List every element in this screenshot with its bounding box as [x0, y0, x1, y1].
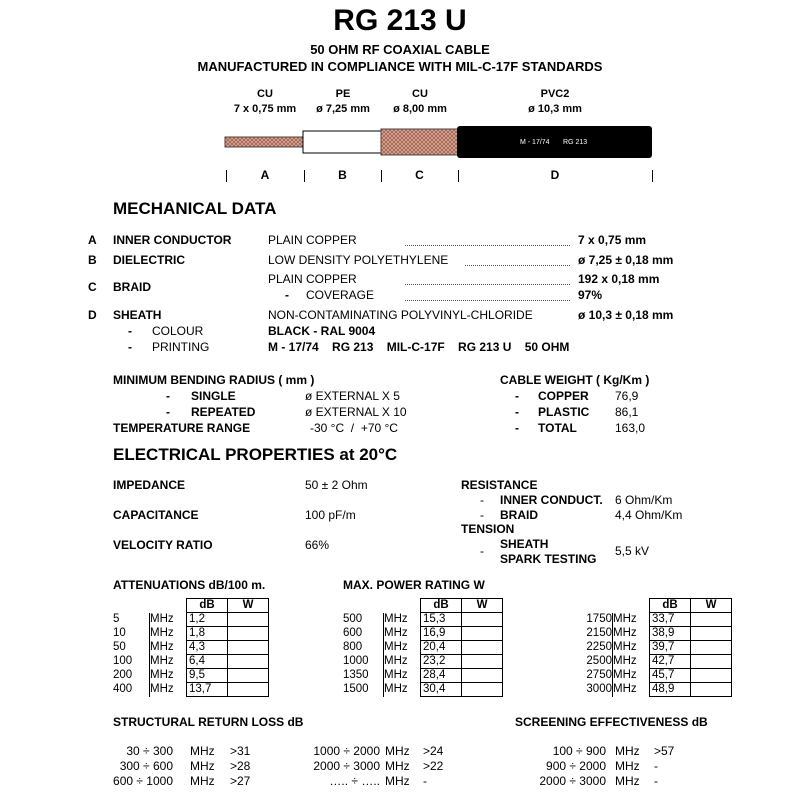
table-row [113, 613, 269, 627]
return-loss-value: >28 [230, 759, 251, 773]
return-loss-value: >27 [230, 774, 251, 788]
attenuation-table-2 [343, 598, 503, 697]
frequency-value: 800 [343, 641, 384, 655]
tension-heading: TENSION [461, 522, 515, 536]
page-title: RG 213 U [333, 4, 467, 37]
weight-total-value: 163,0 [615, 421, 646, 435]
weight-copper-label: COPPER [538, 389, 589, 403]
frequency-value: 200 [113, 669, 150, 683]
component-b-material: PE [335, 88, 351, 100]
printing-dash: - [128, 340, 132, 354]
return-loss-unit: MHz [385, 744, 410, 758]
tension-dash: - [480, 544, 484, 558]
dotted-leader [405, 245, 570, 246]
frequency-unit: MHz [150, 627, 187, 641]
screening-value: - [654, 774, 658, 788]
attenuation-heading: ATTENUATIONS dB/100 m. [113, 578, 266, 592]
frequency-unit: MHz [613, 613, 650, 627]
frequency-value: 10 [113, 627, 150, 641]
db-value: 13,7 [187, 683, 228, 697]
colour-value: BLACK - RAL 9004 [268, 324, 376, 338]
return-loss-value: >22 [423, 759, 444, 773]
screening-range: 900 ÷ 2000 [546, 759, 606, 773]
db-value: 16,9 [421, 627, 462, 641]
bending-single-label: SINGLE [191, 389, 236, 403]
row-d-value: ø 10,3 ± 0,18 mm [578, 308, 674, 322]
return-loss-unit: MHz [190, 744, 215, 758]
row-b-name: DIELECTRIC [113, 253, 185, 267]
dielectric-shape [303, 131, 381, 153]
frequency-unit: MHz [150, 683, 187, 697]
frequency-unit: MHz [613, 669, 650, 683]
weight-copper-dash: - [515, 389, 519, 403]
row-c-sub-desc: COVERAGE [306, 288, 375, 302]
frequency-value: 400 [113, 683, 150, 697]
velocity-ratio-label: VELOCITY RATIO [113, 538, 213, 552]
frequency-value: 1000 [343, 655, 384, 669]
row-d-desc: NON-CONTAMINATING POLYVINYL-CHLORIDE [268, 308, 533, 322]
w-value [691, 683, 732, 697]
frequency-unit: MHz [384, 627, 421, 641]
db-column-header: dB [187, 599, 228, 613]
w-value [462, 641, 503, 655]
row-a-value: 7 x 0,75 mm [578, 233, 647, 247]
component-a-material: CU [257, 88, 273, 100]
db-value: 4,3 [187, 641, 228, 655]
weight-plastic-label: PLASTIC [538, 405, 590, 419]
w-value [228, 641, 269, 655]
table-row [560, 655, 732, 669]
attenuation-table-3 [560, 598, 732, 697]
w-value [462, 669, 503, 683]
table-row [113, 641, 269, 655]
w-value [228, 627, 269, 641]
dotted-leader [465, 265, 570, 266]
segment-tick [652, 170, 653, 182]
frequency-unit: MHz [384, 683, 421, 697]
frequency-value: 3000 [560, 683, 613, 697]
component-c-size: ø 8,00 mm [393, 103, 447, 115]
db-value: 39,7 [650, 641, 691, 655]
header-blank [560, 599, 650, 613]
table-header-row [113, 599, 269, 613]
frequency-unit: MHz [384, 613, 421, 627]
frequency-value: 5 [113, 613, 150, 627]
header-blank [343, 599, 421, 613]
frequency-value: 2500 [560, 655, 613, 669]
return-loss-range: 30 ÷ 300 [126, 744, 173, 758]
frequency-unit: MHz [150, 669, 187, 683]
return-loss-range: 300 ÷ 600 [119, 759, 173, 773]
db-value: 42,7 [650, 655, 691, 669]
row-a-letter: A [88, 233, 97, 247]
w-value [462, 683, 503, 697]
table-row [343, 613, 503, 627]
temperature-range-label: TEMPERATURE RANGE [113, 421, 251, 435]
resistance-braid-value: 4,4 Ohm/Km [615, 508, 683, 522]
w-value [228, 669, 269, 683]
row-c-name: BRAID [113, 280, 151, 294]
segment-letter-a: A [260, 168, 270, 182]
w-value [691, 669, 732, 683]
return-loss-value: >24 [423, 744, 444, 758]
w-value [228, 683, 269, 697]
component-c-material: CU [412, 88, 428, 100]
screening-heading: SCREENING EFFECTIVENESS dB [515, 715, 708, 729]
row-a-name: INNER CONDUCTOR [113, 233, 232, 247]
frequency-value: 600 [343, 627, 384, 641]
row-c-sub-dash: - [285, 288, 289, 302]
bending-single-value: ø EXTERNAL X 5 [305, 389, 400, 403]
electrical-properties-heading: ELECTRICAL PROPERTIES at 20°C [113, 445, 398, 464]
return-loss-unit: MHz [190, 759, 215, 773]
table-header-row [560, 599, 732, 613]
table-row [560, 627, 732, 641]
row-b-desc: LOW DENSITY POLYETHYLENE [268, 253, 449, 267]
component-d-material: PVC2 [540, 88, 570, 100]
bending-repeated-dash: - [166, 405, 170, 419]
resistance-inner-label: INNER CONDUCT. [500, 493, 603, 507]
row-c-letter: C [88, 280, 97, 294]
w-value [228, 613, 269, 627]
db-value: 38,9 [650, 627, 691, 641]
resistance-braid-label: BRAID [500, 508, 538, 522]
db-value: 20,4 [421, 641, 462, 655]
table-row [560, 641, 732, 655]
frequency-value: 2750 [560, 669, 613, 683]
return-loss-unit: MHz [385, 774, 410, 788]
screening-range: 100 ÷ 900 [552, 744, 606, 758]
table-row [560, 669, 732, 683]
db-value: 1,8 [187, 627, 228, 641]
screening-value: - [654, 759, 658, 773]
return-loss-value: >31 [230, 744, 251, 758]
tension-value: 5,5 kV [615, 544, 650, 558]
return-loss-range: ….. ÷ ….. [329, 774, 380, 788]
return-loss-unit: MHz [190, 774, 215, 788]
frequency-value: 50 [113, 641, 150, 655]
tension-spark-label: SPARK TESTING [500, 552, 597, 566]
frequency-value: 2250 [560, 641, 613, 655]
db-value: 15,3 [421, 613, 462, 627]
component-d-size: ø 10,3 mm [528, 103, 582, 115]
resistance-braid-dash: - [480, 508, 484, 522]
cable-weight-heading: CABLE WEIGHT ( Kg/Km ) [500, 373, 650, 387]
table-row [113, 627, 269, 641]
weight-total-dash: - [515, 421, 519, 435]
sheath-printing-1: M - 17/74 [520, 139, 550, 146]
db-column-header: dB [650, 599, 691, 613]
w-value [462, 627, 503, 641]
component-b-size: ø 7,25 mm [316, 103, 370, 115]
dotted-leader [405, 300, 570, 301]
table-header-row [343, 599, 503, 613]
frequency-unit: MHz [384, 641, 421, 655]
temperature-range-value: -30 °C / +70 °C [310, 421, 398, 435]
table-row [560, 613, 732, 627]
tension-sheath-label: SHEATH [500, 537, 549, 551]
weight-plastic-dash: - [515, 405, 519, 419]
sheath-shape [457, 126, 652, 158]
w-value [691, 655, 732, 669]
w-column-header: W [462, 599, 503, 613]
row-d-name: SHEATH [113, 308, 162, 322]
screening-range: 2000 ÷ 3000 [539, 774, 606, 788]
w-value [228, 655, 269, 669]
weight-total-label: TOTAL [538, 421, 577, 435]
colour-label: COLOUR [152, 324, 204, 338]
return-loss-range: 1000 ÷ 2000 [313, 744, 380, 758]
screening-value: >57 [654, 744, 675, 758]
mechanical-data-heading: MECHANICAL DATA [113, 199, 277, 218]
table-row [113, 683, 269, 697]
colour-dash: - [128, 324, 132, 338]
db-value: 30,4 [421, 683, 462, 697]
db-value: 1,2 [187, 613, 228, 627]
row-c-sub-value: 97% [578, 288, 603, 302]
frequency-value: 500 [343, 613, 384, 627]
w-value [462, 655, 503, 669]
weight-copper-value: 76,9 [615, 389, 639, 403]
attenuation-table-1 [113, 598, 269, 697]
capacitance-label: CAPACITANCE [113, 508, 199, 522]
w-value [691, 627, 732, 641]
segment-letter-b: B [338, 168, 347, 182]
bending-single-dash: - [166, 389, 170, 403]
segment-letter-d: D [550, 168, 560, 182]
resistance-inner-dash: - [480, 493, 484, 507]
braid-shape [381, 129, 459, 155]
resistance-heading: RESISTANCE [461, 478, 538, 492]
db-value: 6,4 [187, 655, 228, 669]
db-value: 33,7 [650, 613, 691, 627]
frequency-unit: MHz [384, 655, 421, 669]
subtitle-line-1: 50 OHM RF COAXIAL CABLE [310, 42, 490, 57]
row-b-letter: B [88, 253, 97, 267]
printing-value: M - 17/74 RG 213 MIL-C-17F RG 213 U 50 OHM [268, 340, 570, 354]
return-loss-range: 600 ÷ 1000 [113, 774, 173, 788]
sheath-printing-2: RG 213 [563, 139, 588, 146]
frequency-value: 1350 [343, 669, 384, 683]
table-row [113, 655, 269, 669]
cable-cross-section-diagram [0, 120, 800, 165]
table-row [343, 641, 503, 655]
frequency-unit: MHz [613, 641, 650, 655]
row-c-desc: PLAIN COPPER [268, 272, 357, 286]
frequency-value: 100 [113, 655, 150, 669]
row-b-value: ø 7,25 ± 0,18 mm [578, 253, 674, 267]
frequency-value: 1750 [560, 613, 613, 627]
velocity-ratio-value: 66% [305, 538, 330, 552]
return-loss-heading: STRUCTURAL RETURN LOSS dB [113, 715, 304, 729]
w-value [691, 613, 732, 627]
w-value [462, 613, 503, 627]
return-loss-value: - [423, 774, 427, 788]
subtitle-line-2: MANUFACTURED IN COMPLIANCE WITH MIL-C-17F STANDARDS [197, 59, 603, 74]
frequency-unit: MHz [150, 613, 187, 627]
frequency-unit: MHz [613, 627, 650, 641]
resistance-inner-value: 6 Ohm/Km [615, 493, 673, 507]
frequency-unit: MHz [384, 669, 421, 683]
frequency-value: 1500 [343, 683, 384, 697]
row-a-desc: PLAIN COPPER [268, 233, 357, 247]
db-value: 9,5 [187, 669, 228, 683]
power-rating-heading: MAX. POWER RATING W [343, 578, 485, 592]
w-value [691, 641, 732, 655]
inner-conductor-shape [225, 137, 303, 147]
capacitance-value: 100 pF/m [305, 508, 356, 522]
bending-repeated-value: ø EXTERNAL X 10 [305, 405, 407, 419]
impedance-label: IMPEDANCE [113, 478, 186, 492]
table-row [343, 683, 503, 697]
w-column-header: W [228, 599, 269, 613]
header-blank [113, 599, 187, 613]
screening-unit: MHz [615, 759, 640, 773]
frequency-unit: MHz [150, 655, 187, 669]
component-a-size: 7 x 0,75 mm [233, 103, 297, 115]
w-column-header: W [691, 599, 732, 613]
db-column-header: dB [421, 599, 462, 613]
frequency-unit: MHz [150, 641, 187, 655]
db-value: 28,4 [421, 669, 462, 683]
row-d-letter: D [88, 308, 97, 322]
bending-repeated-label: REPEATED [191, 405, 256, 419]
db-value: 23,2 [421, 655, 462, 669]
screening-unit: MHz [615, 744, 640, 758]
dotted-leader [405, 284, 570, 285]
printing-label: PRINTING [152, 340, 210, 354]
table-row [343, 627, 503, 641]
return-loss-range: 2000 ÷ 3000 [313, 759, 380, 773]
frequency-unit: MHz [613, 655, 650, 669]
bending-radius-heading: MINIMUM BENDING RADIUS ( mm ) [113, 373, 315, 387]
segment-letter-c: C [415, 168, 424, 182]
db-value: 45,7 [650, 669, 691, 683]
db-value: 48,9 [650, 683, 691, 697]
return-loss-unit: MHz [385, 759, 410, 773]
screening-unit: MHz [615, 774, 640, 788]
row-c-value: 192 x 0,18 mm [578, 272, 660, 286]
impedance-value: 50 ± 2 Ohm [305, 478, 368, 492]
table-row [113, 669, 269, 683]
table-row [343, 655, 503, 669]
weight-plastic-value: 86,1 [615, 405, 639, 419]
frequency-unit: MHz [613, 683, 650, 697]
table-row [560, 683, 732, 697]
table-row [343, 669, 503, 683]
frequency-value: 2150 [560, 627, 613, 641]
